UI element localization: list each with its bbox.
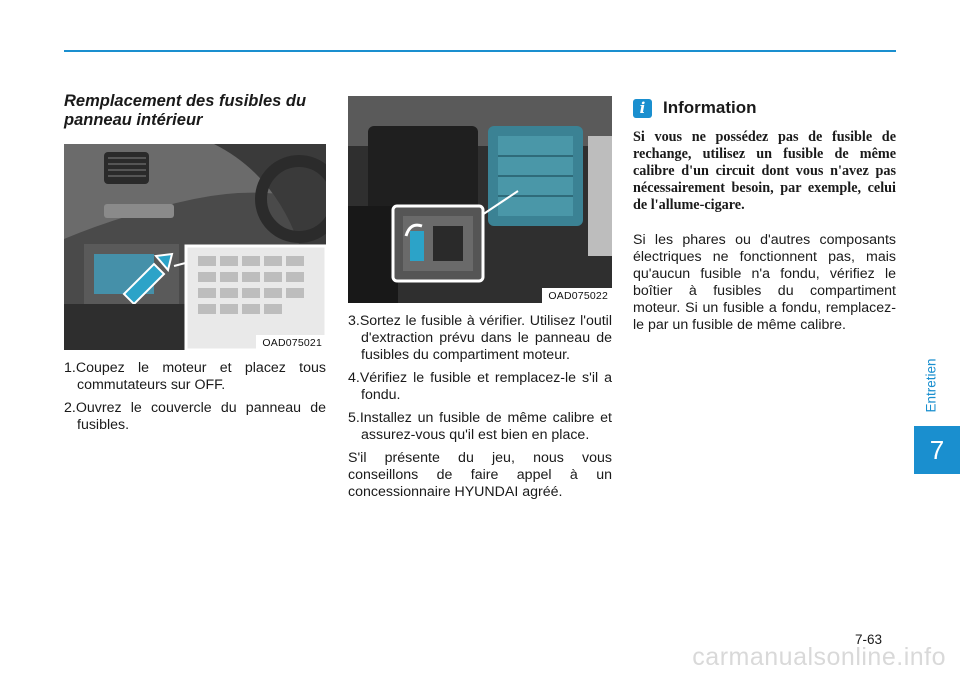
steps-list [64, 360, 326, 434]
engine-compartment-photo [348, 96, 612, 303]
step-item: 2.Ouvrez le couvercle du panneau de fusibles. [64, 400, 326, 433]
left-column [64, 92, 326, 440]
interior-fuse-panel-photo [64, 144, 326, 350]
top-rule [64, 50, 896, 52]
page-number: 7-63 [855, 632, 883, 647]
section-title: Remplacement des fusibles du panneau intérieur [64, 92, 307, 129]
section-label-text: Entretien [923, 357, 939, 413]
step-item: 1.Coupez le moteur et placez tous commutateurs sur OFF. [64, 360, 326, 393]
section-side-label [922, 350, 940, 420]
step-item: 4.Vérifiez le fusible et remplacez-le s'il a fondu. [348, 370, 612, 403]
step-item: 5.Installez un fusible de même calibre et assurez-vous qu'il est bien en place. [348, 410, 612, 443]
closing-paragraph: S'il présente du jeu, nous vous conseillons de faire appel à un concessionnaire HYUNDAI agréé. [348, 450, 612, 500]
info-icon: i [633, 99, 652, 118]
information-header [633, 97, 896, 119]
middle-column [348, 96, 612, 501]
interior-dashboard-illustration [64, 144, 326, 350]
engine-fuse-box-illustration [348, 96, 612, 303]
watermark: carmanualsonline.info [692, 643, 946, 671]
photo-code: OAD075021 [256, 335, 326, 350]
information-title: Information [663, 98, 757, 117]
information-bold-text: Si vous ne possédez pas de fusible de rechange, utilisez un fusible de même calibre d'un circuit dont vous n'avez pas nécessairement besoin, par exemple, celui de l'allume-cigare. [633, 129, 896, 213]
step-item: 3.Sortez le fusible à vérifier. Utilisez l'outil d'extraction prévu dans le panneau de fusibles du compartiment moteur. [348, 313, 612, 363]
photo-code: OAD075022 [542, 288, 612, 303]
steps-list [348, 313, 612, 444]
information-text: Si les phares ou d'autres composants électriques ne fonctionnent pas, mais qu'aucun fusible n'a fondu, vérifiez le boîtier à fusibles du compartiment moteur. Si un fusible a fondu, remplacez-le par un fusible de même calibre. [633, 232, 896, 333]
information-box [633, 96, 896, 334]
chapter-tab: 7 [914, 426, 960, 474]
